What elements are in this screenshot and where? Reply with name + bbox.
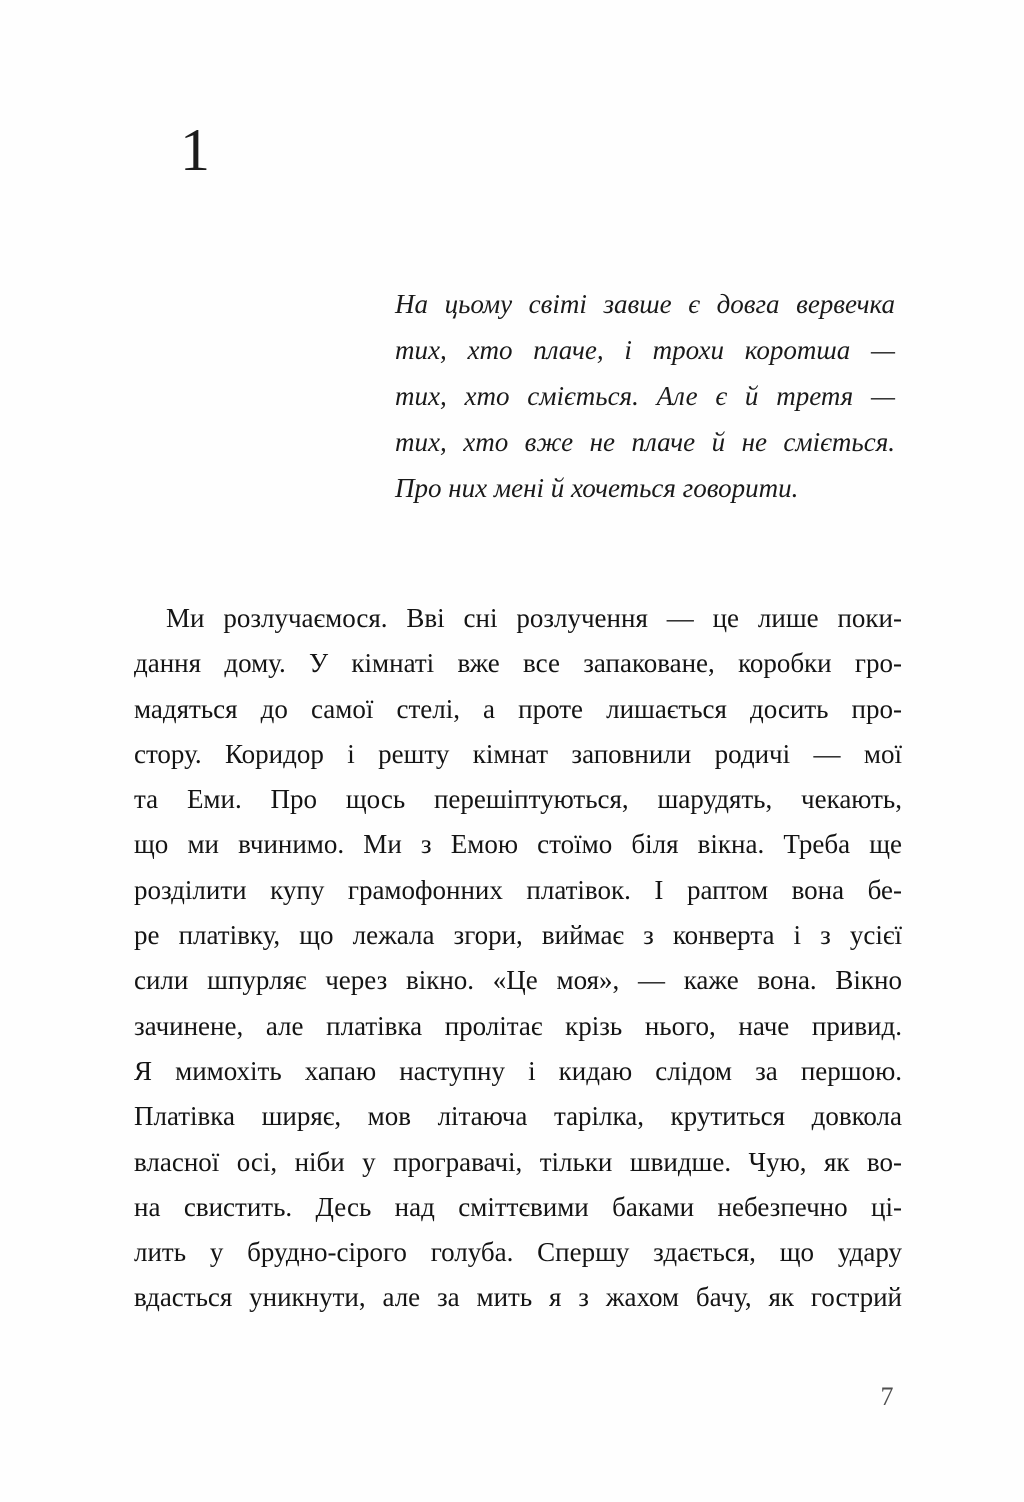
body-line: на свистить. Десь над сміттєвими баками небезпечно ці- (134, 1191, 902, 1222)
body-line: Ми розлучаємося. Вві сні розлучення — це лише поки- (166, 603, 902, 633)
body-line: та Еми. Про щось перешіптуються, шарудять, чекають, (134, 784, 902, 815)
epigraph-line: На цьому світі завше є довга вервечка (395, 289, 895, 319)
body-line: розділити купу грамофонних платівок. І раптом вона бе- (134, 874, 902, 905)
page-number: 7 (880, 1382, 894, 1411)
body-line: дання дому. У кімнаті вже все запаковане, коробки гро- (134, 648, 902, 679)
body-line: власної осі, ніби у програвачі, тільки швидше. Чую, як во- (134, 1146, 902, 1177)
epigraph-line: тих, хто сміється. Але є й третя — (395, 381, 895, 411)
body-line: зачинене, але платівка пролітає крізь нього, наче привид. (134, 1010, 902, 1041)
body-line: лить у брудно-сірого голуба. Спершу здається, що удару (134, 1237, 902, 1268)
body-line: вдасться уникнути, але за мить я з жахом бачу, як гострий (134, 1282, 902, 1313)
body-line: ре платівку, що лежала згори, виймає з конверта і з усієї (134, 920, 902, 951)
body-paragraph (134, 596, 902, 1321)
chapter-number: 1 (180, 117, 210, 183)
epigraph (395, 281, 895, 511)
body-line: мадяться до самої стелі, а проте лишається досить про- (134, 693, 902, 724)
body-line: сили шпурляє через вікно. «Це моя», — каже вона. Вікно (134, 965, 902, 996)
epigraph-line: тих, хто вже не плаче й не сміється. (395, 427, 895, 457)
epigraph-line: тих, хто плаче, і трохи коротша — (395, 335, 895, 365)
body-line: Я мимохіть хапаю наступну і кидаю слідом за першою. (134, 1055, 902, 1086)
body-line: Платівка ширяє, мов літаюча тарілка, крутиться довкола (134, 1101, 902, 1132)
epigraph-line: Про них мені й хочеться говорити. (395, 473, 799, 503)
body-line: що ми вчинимо. Ми з Емою стоїмо біля вікна. Треба ще (134, 829, 902, 860)
body-line: стору. Коридор і решту кімнат заповнили родичі — мої (134, 738, 902, 769)
